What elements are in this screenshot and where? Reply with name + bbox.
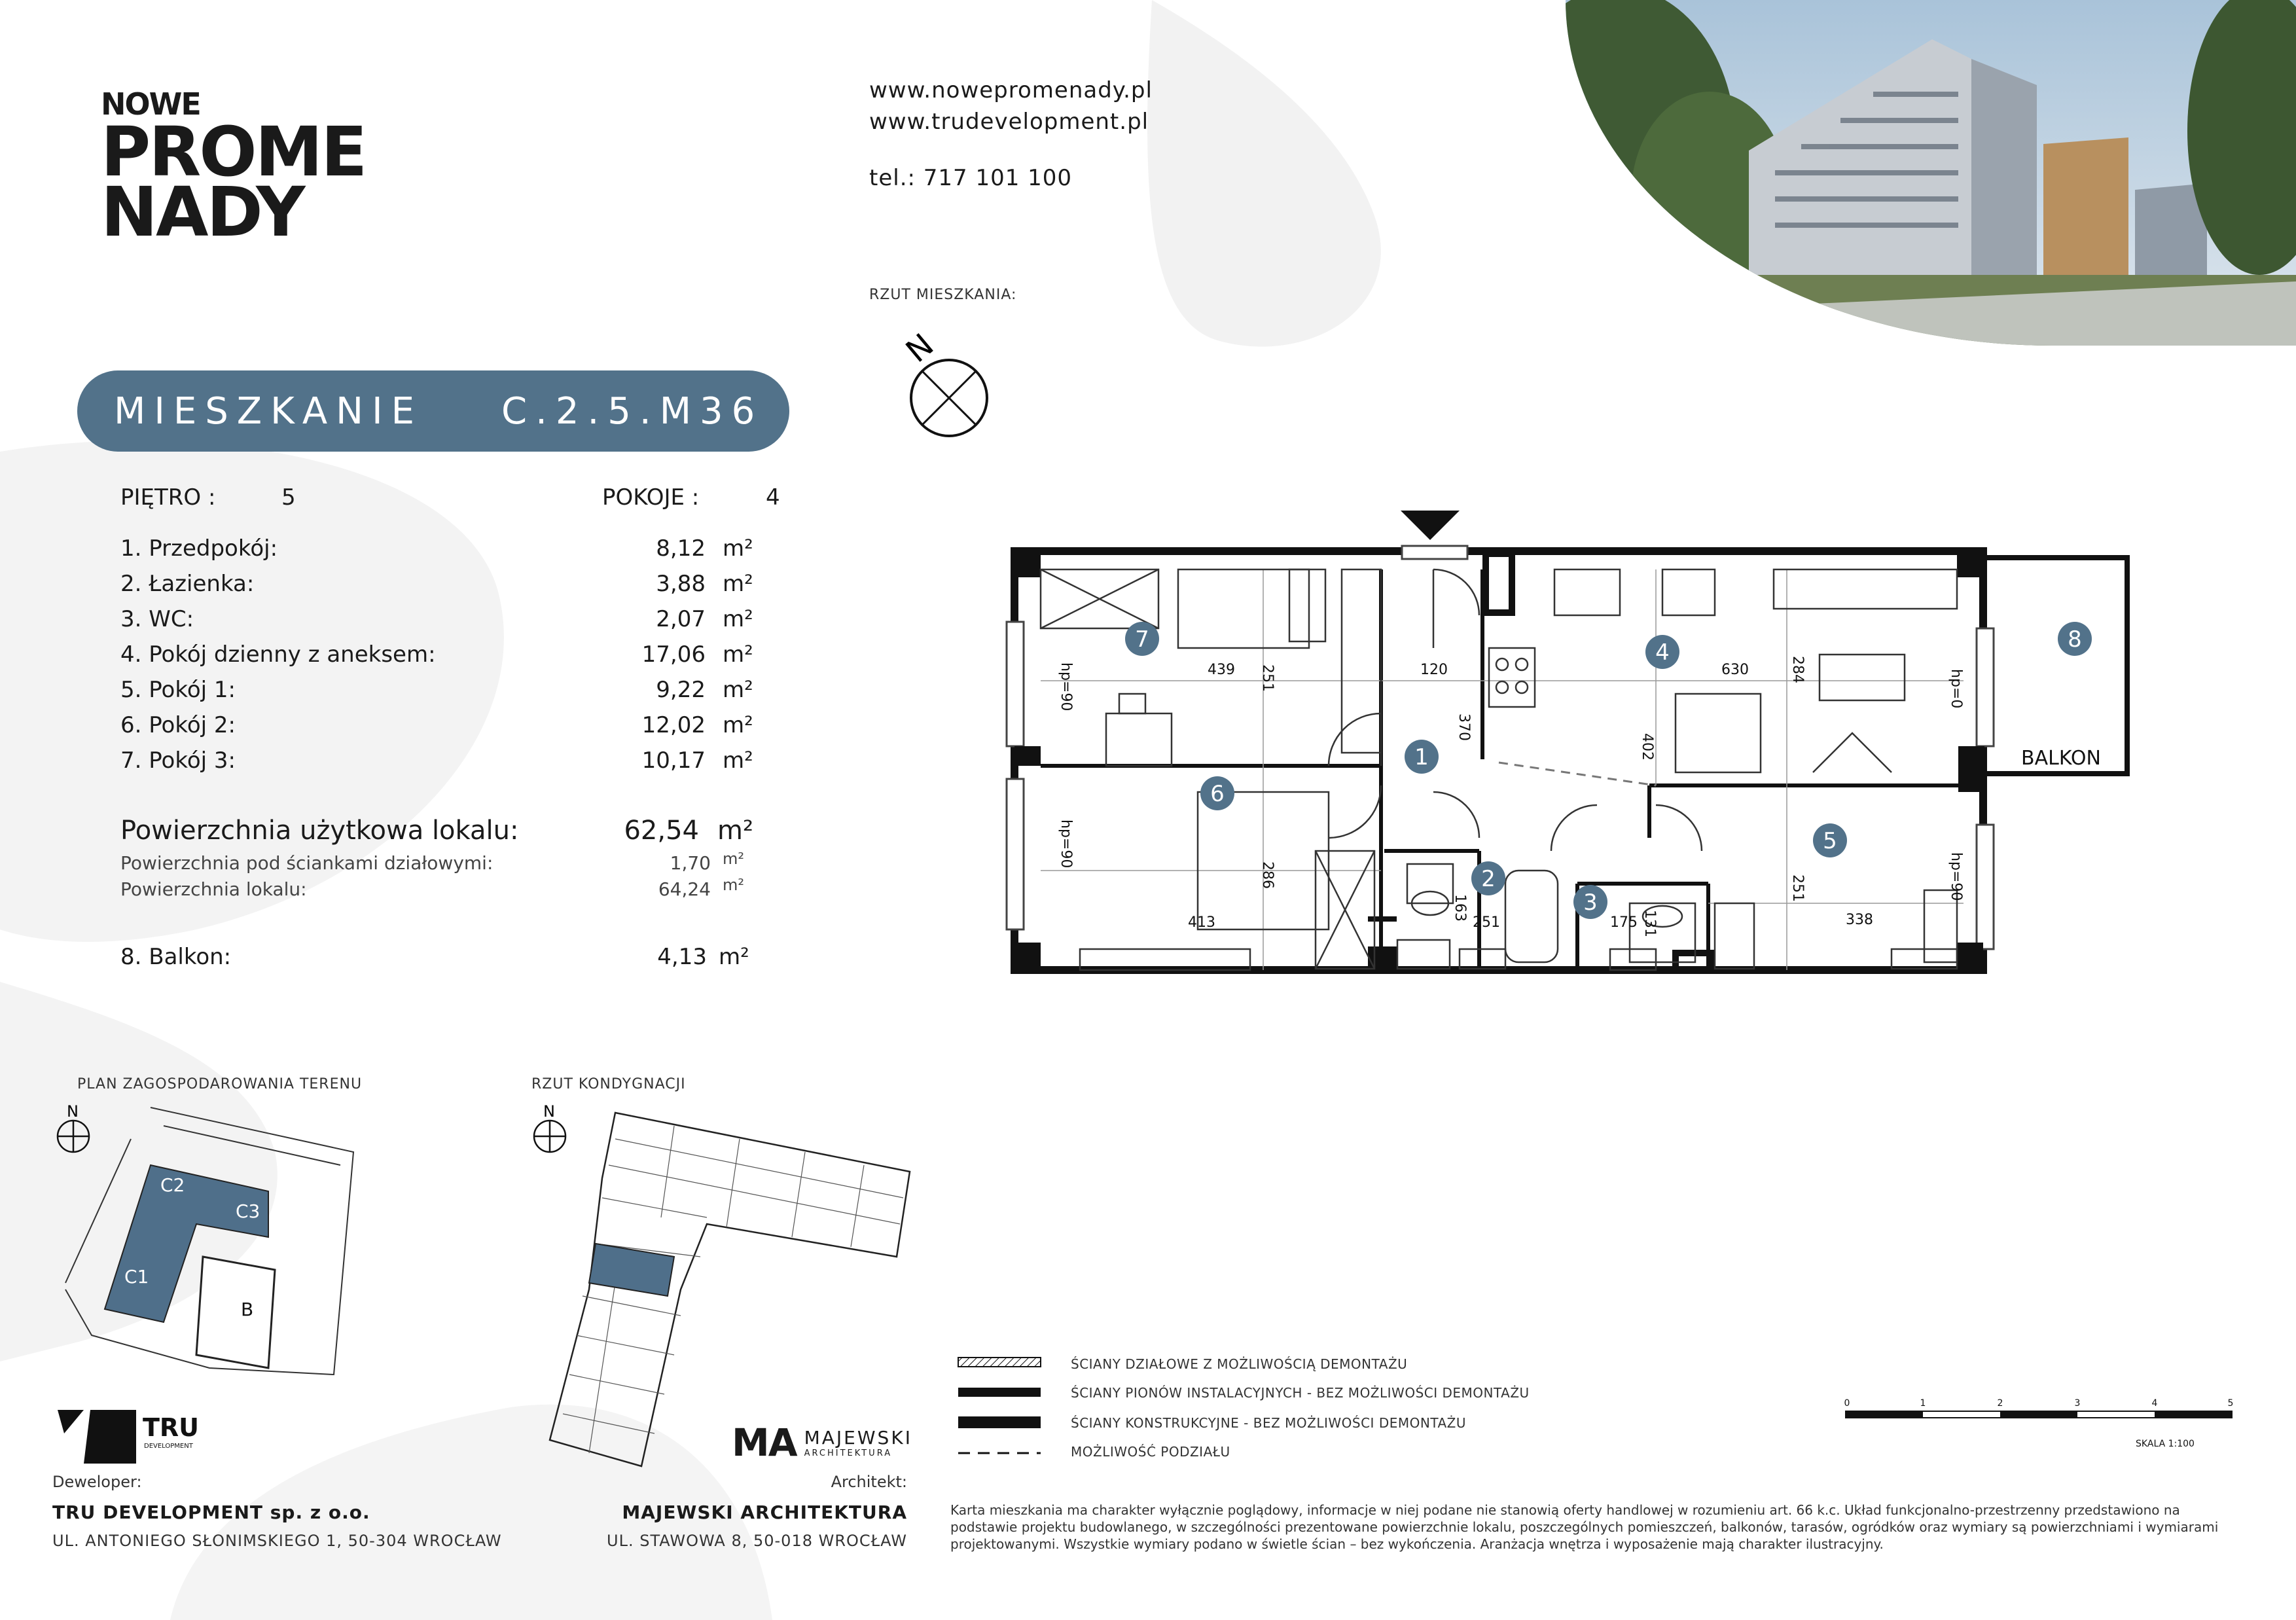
balcony-value: 4,13 (657, 944, 707, 970)
room-area-unit: m² (723, 677, 753, 703)
dimension-label: 251 (1789, 874, 1806, 902)
website-link-2[interactable]: www.trudevelopment.pl (869, 109, 1149, 135)
building-label: C1 (124, 1266, 149, 1287)
contact-block (869, 77, 1153, 191)
title-word: MIESZKANIE (114, 389, 423, 433)
dimension-label: 286 (1259, 861, 1276, 889)
ma-logo-mark: MA (732, 1420, 797, 1465)
dimension-label: 163 (1452, 894, 1468, 922)
usable-area-label: Powierzchnia użytkowa lokalu: (120, 816, 519, 846)
total-area-label: Powierzchnia lokalu: (120, 878, 307, 900)
room-number: 6 (1210, 781, 1225, 807)
scale-tick: 1 (1920, 1398, 1926, 1409)
door-height-label: hp=90 (1948, 852, 1964, 901)
scale-tick: 4 (2151, 1398, 2158, 1409)
architect-name: MAJEWSKI ARCHITEKTURA (622, 1502, 907, 1523)
room-label: 1. Przedpokój: (120, 535, 278, 562)
site-compass-letter: N (67, 1102, 79, 1121)
balcony-text: BALKON (2021, 747, 2101, 770)
scale-tick: 3 (2074, 1398, 2081, 1409)
majewski-logo (732, 1420, 912, 1465)
dimension-label: 251 (1473, 914, 1500, 931)
room-area: 12,02 (641, 712, 706, 738)
total-area-value: 64,24 (658, 878, 711, 900)
developer-address: UL. ANTONIEGO SŁONIMSKIEGO 1, 50-304 WROCŁAW (52, 1532, 502, 1550)
site-plan-label: PLAN ZAGOSPODAROWANIA TERENU (77, 1076, 363, 1092)
legend-swatches (957, 1355, 1049, 1473)
room-area: 8,12 (656, 535, 706, 562)
dimension-label: 370 (1456, 713, 1472, 741)
scale-tick: 5 (2227, 1398, 2234, 1409)
phone-number[interactable]: tel.: 717 101 100 (869, 165, 1073, 191)
building-label: B (241, 1299, 254, 1320)
room-area: 10,17 (641, 747, 706, 774)
room-label: 6. Pokój 2: (120, 712, 236, 738)
scale-bar (1833, 1394, 2238, 1460)
dimension-label: 120 (1420, 662, 1448, 678)
room-number: 1 (1414, 744, 1429, 770)
dimension-label: 251 (1259, 664, 1276, 692)
room-area: 2,07 (656, 606, 706, 632)
room-number: 4 (1655, 639, 1670, 666)
dimension-label: 413 (1188, 914, 1215, 931)
rooms-label: POKOJE : (602, 484, 700, 511)
floor-value: 5 (281, 484, 296, 511)
rooms-value: 4 (766, 484, 780, 511)
balcony-label: 8. Balkon: (120, 944, 232, 970)
total-area-unit: m² (723, 876, 744, 894)
compass-letter: N (899, 327, 941, 370)
under-walls-label: Powierzchnia pod ściankami działowymi: (120, 852, 493, 874)
logo-line-1: NOWE (101, 86, 200, 122)
apartment-title (77, 370, 789, 452)
room-area-unit: m² (723, 712, 753, 738)
room-area-unit: m² (723, 747, 753, 774)
compass-icon (897, 326, 995, 444)
nowe-promenady-logo (101, 86, 366, 252)
room-label: 4. Pokój dzienny z aneksem: (120, 641, 436, 668)
entrance-arrow-icon (1401, 511, 1460, 540)
room-number: 5 (1823, 828, 1837, 854)
room-area-unit: m² (723, 535, 753, 562)
tru-logo-icon (58, 1407, 215, 1466)
tru-logo-sub: DEVELOPMENT (144, 1443, 193, 1450)
scale-label: SKALA 1:100 (2136, 1439, 2195, 1449)
door-height-label: hp=90 (1058, 662, 1074, 711)
developer-label: Deweloper: (52, 1473, 142, 1491)
scale-tick: 2 (1997, 1398, 2003, 1409)
logo-line-2: PROME (101, 112, 366, 192)
under-walls-value: 1,70 (670, 852, 711, 874)
room-area: 3,88 (656, 571, 706, 597)
room-number: 3 (1583, 890, 1598, 916)
scale-tick: 0 (1844, 1398, 1850, 1409)
room-area-unit: m² (723, 606, 753, 632)
room-number: 2 (1481, 866, 1496, 892)
door-height-label: hp=0 (1948, 669, 1964, 709)
legend-item: ŚCIANY DZIAŁOWE Z MOŻLIWOŚCIĄ DEMONTAŻU (1071, 1356, 1408, 1372)
room-area-unit: m² (723, 571, 753, 597)
dimension-label: 630 (1721, 662, 1749, 678)
door-height-label: hp=90 (1058, 819, 1074, 869)
architect-address: UL. STAWOWA 8, 50-018 WROCŁAW (607, 1532, 907, 1550)
room-area: 9,22 (656, 677, 706, 703)
usable-area-unit: m² (717, 816, 753, 846)
room-area: 17,06 (641, 641, 706, 668)
floor-label: PIĘTRO : (120, 484, 216, 511)
legend-item: ŚCIANY KONSTRUKCYJNE - BEZ MOŻLIWOŚCI DEMONTAŻU (1071, 1415, 1466, 1431)
building-label: C2 (160, 1174, 185, 1196)
room-label: 3. WC: (120, 606, 194, 632)
room-label: 5. Pokój 1: (120, 677, 236, 703)
dimension-label: 338 (1846, 912, 1873, 928)
website-link-1[interactable]: www.nowepromenady.pl (869, 77, 1153, 103)
floor-plan (1001, 497, 2140, 1021)
room-number: 8 (2068, 626, 2082, 653)
dimension-label: 284 (1789, 656, 1806, 683)
dimension-label: 175 (1610, 914, 1638, 931)
building-label: C3 (236, 1200, 260, 1222)
ma-logo-sub: ARCHITEKTURA (804, 1449, 893, 1458)
dimension-label: 439 (1208, 662, 1235, 678)
dimension-label: 131 (1641, 910, 1658, 937)
under-walls-unit: m² (723, 850, 744, 868)
balcony-unit: m² (719, 944, 749, 970)
ma-logo-name: MAJEWSKI (804, 1427, 912, 1449)
logo-line-3: NADY (101, 172, 304, 252)
legend-item: MOŻLIWOŚĆ PODZIAŁU (1071, 1444, 1230, 1460)
room-label: 2. Łazienka: (120, 571, 255, 597)
developer-name: TRU DEVELOPMENT sp. z o.o. (52, 1502, 370, 1523)
site-plan (52, 1100, 367, 1388)
legend-item: ŚCIANY PIONÓW INSTALACYJNYCH - BEZ MOŻLIWOŚCI DEMONTAŻU (1071, 1385, 1530, 1401)
room-label: 7. Pokój 3: (120, 747, 236, 774)
usable-area-value: 62,54 (624, 816, 699, 846)
disclaimer-text: Karta mieszkania ma charakter wyłącznie poglądowy, informacje w niej podane nie stanowią oferty handlowej w rozumieniu art. 66 k.c. Układ funkcjonalno-przestrzenny przedstawiono na podstawie projektu budowlanego, w szczególności prezentowane powierzchnie lokalu, poszczególnych pomieszczeń, balkonów, tarasów, ogródków oraz wymiary są powierzchniami i wymiarami projektowanymi. Wszystkie wymiary podano w świetle ścian – bez wykończenia. Aranżacja wnętrza i wyposażenie mają charakter ilustracyjny. (950, 1502, 2219, 1552)
room-area-unit: m² (723, 641, 753, 668)
room-number: 7 (1135, 626, 1149, 653)
level-compass-letter: N (543, 1102, 555, 1121)
dimension-label: 402 (1639, 733, 1655, 761)
plan-label: RZUT MIESZKANIA: (869, 287, 1017, 303)
usable-area-row (120, 816, 518, 846)
architect-label: Architekt: (831, 1473, 907, 1491)
tru-logo-text: TRU (143, 1413, 200, 1442)
floor-level-label: RZUT KONDYGNACJI (531, 1076, 686, 1092)
apartment-code: C.2.5.M36 (501, 389, 764, 433)
